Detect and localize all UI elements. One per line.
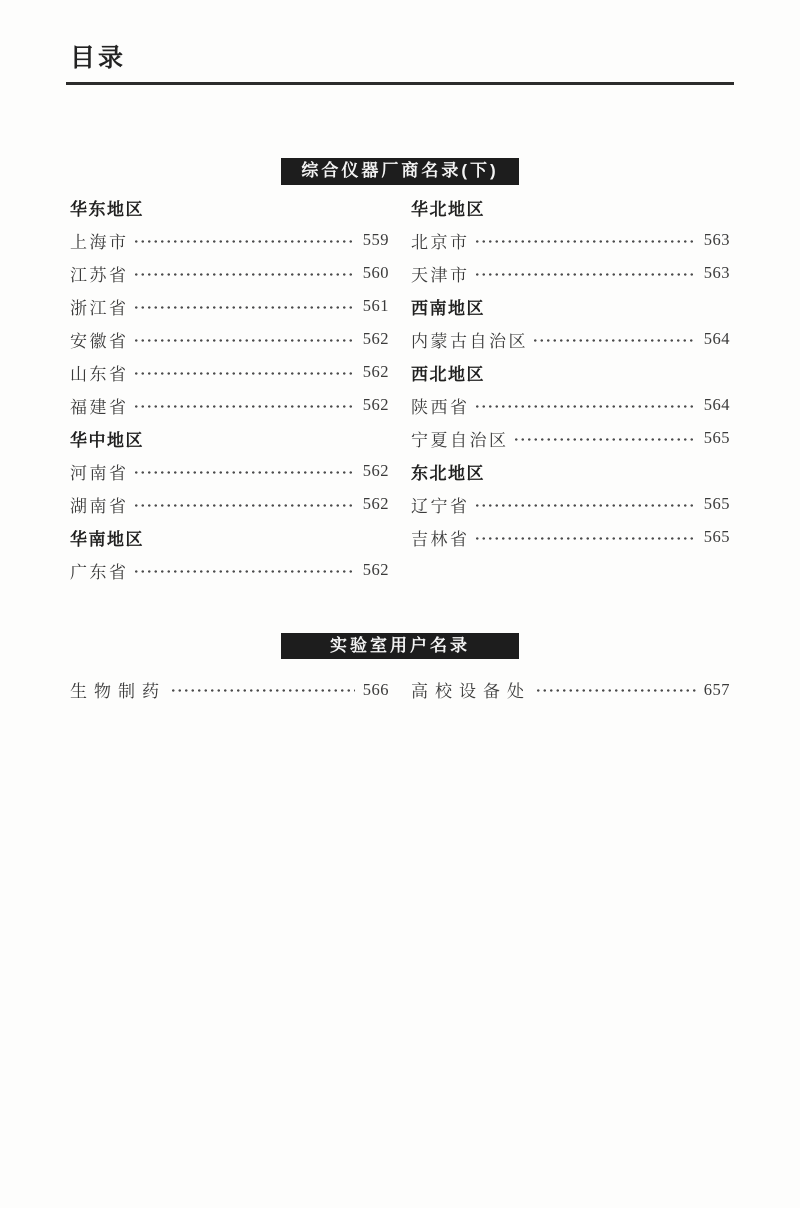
dot-leader: [133, 504, 355, 507]
page-title: 目录: [70, 44, 127, 72]
toc-entry-page: 563: [703, 230, 730, 250]
toc-entry-label: 天津市: [411, 265, 470, 285]
toc-region-header: [411, 356, 730, 389]
dot-leader: [532, 339, 696, 342]
dot-leader: [133, 273, 355, 276]
region-header-label: 华南地区: [70, 529, 144, 549]
dot-leader: [513, 438, 696, 441]
toc-entry: [70, 455, 389, 488]
toc-column-left: [70, 191, 389, 587]
toc-entry-page: 562: [362, 560, 389, 580]
toc-entry: [411, 673, 730, 706]
toc-entry-label: 安徽省: [70, 331, 129, 351]
toc-columns: [70, 673, 730, 706]
toc-entry-page: 564: [703, 395, 730, 415]
toc-column-right: [411, 191, 730, 587]
dot-leader: [133, 240, 355, 243]
region-header-label: 华东地区: [70, 199, 144, 219]
dot-leader: [474, 405, 696, 408]
region-header-label: 华中地区: [70, 430, 144, 450]
toc-entry-label: 高校设备处: [411, 682, 531, 702]
toc-entry: [70, 257, 389, 290]
toc-entry-page: 562: [362, 461, 389, 481]
toc-entry-page: 565: [703, 494, 730, 514]
region-header-label: 西北地区: [411, 364, 485, 384]
toc-entry-label: 上海市: [70, 232, 129, 252]
region-header-label: 东北地区: [411, 463, 485, 483]
toc-region-header: [411, 290, 730, 323]
toc-column-left: [70, 673, 389, 706]
toc-entry-label: 江苏省: [70, 265, 129, 285]
toc-entry: [70, 356, 389, 389]
toc-entry: [411, 488, 730, 521]
section-instrument-manufacturers: [70, 158, 730, 587]
toc-entry-label: 吉林省: [411, 529, 470, 549]
dot-leader: [474, 273, 696, 276]
toc-entry-page: 562: [362, 395, 389, 415]
dot-leader: [474, 240, 696, 243]
toc-entry: [411, 389, 730, 422]
toc-entry-label: 河南省: [70, 463, 129, 483]
toc-entry-label: 湖南省: [70, 496, 129, 516]
toc-entry-page: 560: [362, 263, 389, 283]
section-banner: 综合仪器厂商名录(下): [281, 158, 519, 185]
toc-entry: [70, 488, 389, 521]
toc-entry-label: 浙江省: [70, 298, 129, 318]
toc-columns: [70, 191, 730, 587]
region-header-label: 西南地区: [411, 298, 485, 318]
toc-region-header: [70, 422, 389, 455]
section-lab-users: [70, 633, 730, 707]
toc-entry-page: 562: [362, 329, 389, 349]
toc-entry-page: 566: [362, 679, 389, 699]
dot-leader: [133, 339, 355, 342]
dot-leader: [474, 537, 696, 540]
toc-region-header: [70, 521, 389, 554]
dot-leader: [535, 689, 696, 692]
toc-entry: [70, 323, 389, 356]
toc-entry: [70, 224, 389, 257]
toc-entry: [70, 389, 389, 422]
dot-leader: [133, 471, 355, 474]
dot-leader: [133, 372, 355, 375]
toc-region-header: [70, 191, 389, 224]
section-banner: 实验室用户名录: [281, 633, 519, 660]
dot-leader: [170, 689, 355, 692]
toc-entry-page: 561: [362, 296, 389, 316]
toc-entry-page: 565: [703, 527, 730, 547]
dot-leader: [474, 504, 696, 507]
toc-entry-page: 562: [362, 362, 389, 382]
toc-entry-page: 563: [703, 263, 730, 283]
dot-leader: [133, 570, 355, 573]
toc-region-header: [411, 455, 730, 488]
toc-entry-label: 北京市: [411, 232, 470, 252]
toc-entry-label: 广东省: [70, 562, 129, 582]
banner-wrap: [70, 158, 730, 185]
toc-entry-page: 559: [362, 230, 389, 250]
toc-entry-page: 562: [362, 494, 389, 514]
toc-entry-label: 陕西省: [411, 397, 470, 417]
toc-column-right: [411, 673, 730, 706]
dot-leader: [133, 306, 355, 309]
toc-entry: [70, 554, 389, 587]
title-rule: [66, 82, 734, 85]
toc-entry-label: 内蒙古自治区: [411, 331, 528, 351]
toc-entry-label: 辽宁省: [411, 496, 470, 516]
banner-wrap: [70, 633, 730, 660]
toc-entry-page: 565: [703, 428, 730, 448]
toc-entry-label: 宁夏自治区: [411, 430, 509, 450]
toc-entry: [70, 673, 389, 706]
toc-entry-label: 生物制药: [70, 682, 166, 702]
toc-entry-page: 657: [703, 679, 730, 699]
toc-entry: [70, 290, 389, 323]
dot-leader: [133, 405, 355, 408]
toc-entry: [411, 323, 730, 356]
toc-entry: [411, 224, 730, 257]
toc-entry: [411, 521, 730, 554]
toc-entry: [411, 257, 730, 290]
toc-entry: [411, 422, 730, 455]
toc-entry-label: 福建省: [70, 397, 129, 417]
region-header-label: 华北地区: [411, 199, 485, 219]
toc-entry-page: 564: [703, 329, 730, 349]
toc-entry-label: 山东省: [70, 364, 129, 384]
toc-region-header: [411, 191, 730, 224]
